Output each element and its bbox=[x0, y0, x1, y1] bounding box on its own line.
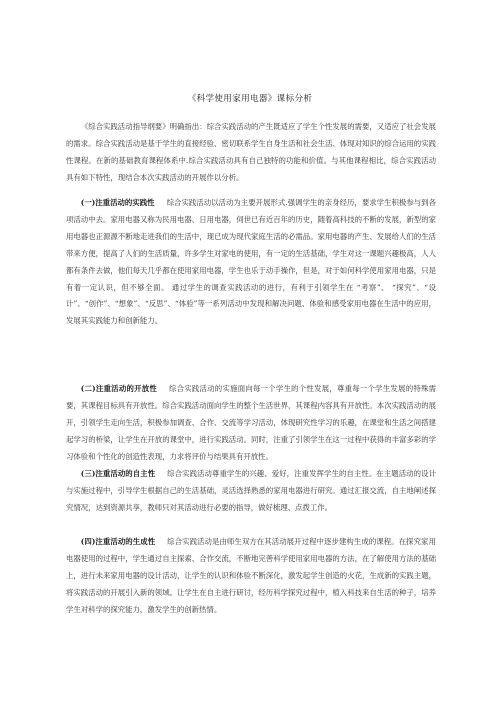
section-1-body: 综合实践活动以活动为主要开展形式.强调学生的亲身经历，要求学生积极参与到各项活动中去。家用电器又称为民用电器、日用电器，伺世已有近百年的历史，随着高科技的不断的发展，新型的家用电器也正源源不断地走进我们的生活中，现已成为现代家庭生活的必需品。家用电器的产生、发展给人们的生活带来方便，提高了人们的生活质量，许多学生对家电的使用，有一定的生活基础，学生对这一课题兴趣极高，人人都有条件去做，他们每天几乎都在使用家用电器，学生也乐于动手操作，但是，对于如何科学使用家用电器，只是有着一定认识，但不够全面。 通过学生的调查实践活动的进行，有利于引领学生在 “考察”、 “探究”、“设计”、“创作”、“想象”、“反思”、“体验”等一系列活动中发现和解决问题、体验和感受家用电器在生活中的应用，发展其实践能力和创新能力。 bbox=[66, 198, 436, 326]
section-1-heading: (一)注重活动的实践性 bbox=[80, 198, 155, 207]
section-2-heading: (二)注重活动的开放性 bbox=[80, 384, 157, 393]
section-4 bbox=[66, 534, 436, 619]
document-title: 《科学使用家用电器》课标分析 bbox=[187, 94, 313, 104]
section-3-heading: (三)注重活动的自主性 bbox=[80, 469, 156, 478]
section-4-body: 综合实践活动是由师生双方在其活动展开过程中逐步建构生成的课程。在探究家用电器使用的过程中，学生通过自主探索、合作交流，不断地完善科学使用家用电器的方法，在了解使用方法的基础上，进行未来家用电器的设计活动，让学生的认识和体验不断深化，激发起学生创造的火花，生成新的实践主题，将实践活动的开展引入新的领域。让学生在自主进行研讨，经历科学探究过程中，植入科技来自生活的种子，培养学生对科学的探究能力，激发学生的创新热情。 bbox=[66, 537, 436, 614]
section-1 bbox=[66, 195, 436, 330]
section-4-heading: (四)注重活动的生成性 bbox=[80, 537, 156, 546]
section-3-body: 综合实践活动尊重学生的兴趣、爱好，注重发挥学生的自主性。在主题活动的设计与实施过程中，引导学生根据自己的生活基础，灵活选择熟悉的家用电器进行研究。通过汇报交流，自主地阐述探究情况，达到资源共享，教师只对其活动进行必要的指导，做好梳理、点拨工作。 bbox=[66, 469, 436, 512]
section-2 bbox=[66, 381, 436, 466]
section-3 bbox=[66, 466, 436, 517]
intro-paragraph: 《综合实践活动指导纲要》明确指出：综合实践活动的产生既适应了学生个性发展的需要，又适应了社会发展的需求。综合实践活动是基于学生的直接经验、密切联系学生自身生活和社会生活、体现对知识的综合运用的实践性课程。在新的基础教育课程体系中.综合实践活动具有自己独特的功能和价值。与其他课程相比，综合实践活动具有如下特性，现结合本次实践活动的开展作以分析。 bbox=[66, 122, 436, 182]
section-2-body: 综合实践活动的实施面向每一个学生的个性发展，尊重每一个学生发展的特殊需要，其课程目标具有开放性。综合实践活动面向学生的整个生活世界，其课程内容具有开放性。本次实践活动的展开，引领学生走向生活，积极参加调查、合作、交流等学习活动，体现研究性学习的乐趣，在课堂和生活之间搭建起学习的桥梁，让学生在开放的课堂中，进行实践活动。同时，注重了引领学生在这一过程中获得的丰富多彩的学习体验和个性化的创造性表现，力求将评价与结果具有开放性。 bbox=[66, 384, 436, 461]
